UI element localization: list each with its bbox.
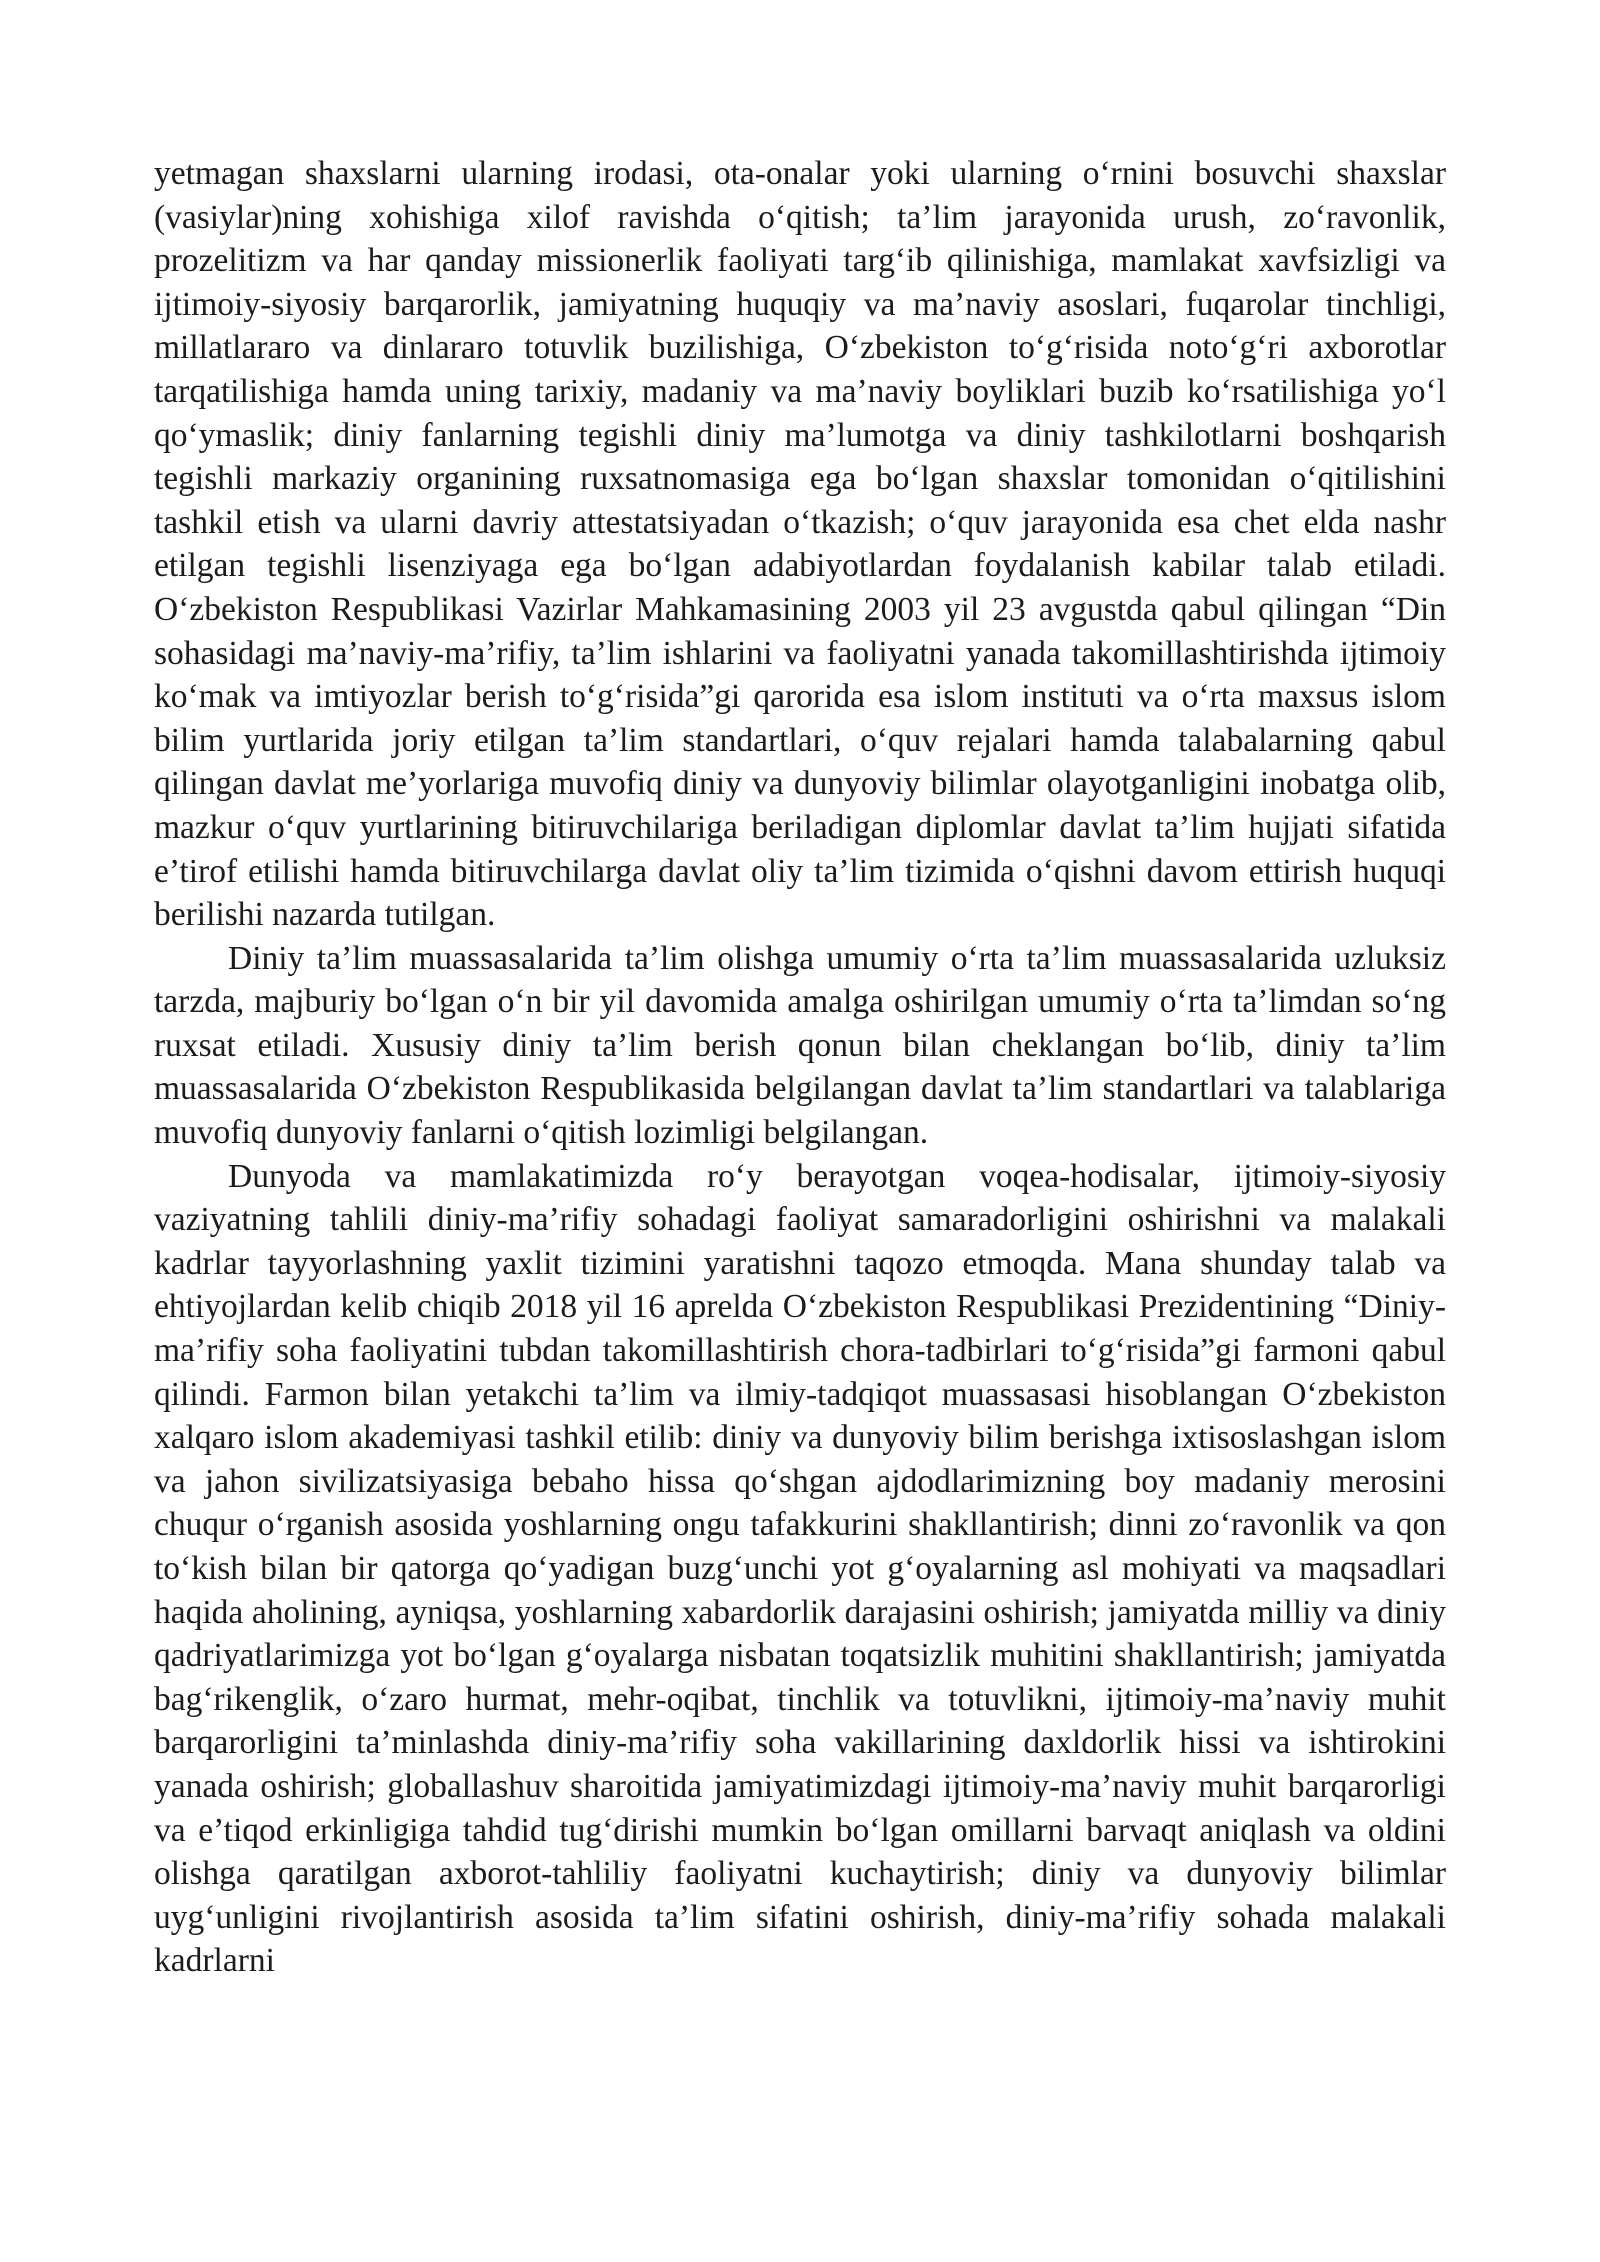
paragraph-1: yetmagan shaxslarni ularning irodasi, ota-onalar yoki ularning o‘rnini bosuvchi shaxslar (vasiylar)ning xohishiga xilof ravishda o‘qitish; ta’lim jarayonida urush, zo‘ravonlik, prozelitizm va har qanday missionerlik faoliyati targ‘ib qilinishiga, mamlakat xavfsizligi va ijtimoiy-siyosiy barqarorlik, jamiyatning huquqiy va ma’naviy asoslari, fuqarolar tinchligi, millatlararo va dinlararo totuvlik buzilishiga, O‘zbekiston to‘g‘risida noto‘g‘ri axborotlar tarqatilishiga hamda uning tarixiy, madaniy va ma’naviy boyliklari buzib ko‘rsatilishiga yo‘l qo‘ymaslik; diniy fanlarning tegishli diniy ma’lumotga va diniy tashkilotlarni boshqarish tegishli markaziy organining ruxsatnomasiga ega bo‘lgan shaxslar tomonidan o‘qitilishini tashkil etish va ularni davriy attestatsiyadan o‘tkazish; o‘quv jarayonida esa chet elda nashr etilgan tegishli lisenziyaga ega bo‘lgan adabiyotlardan foydalanish kabilar talab etiladi. O‘zbekiston Respublikasi Vazirlar Mahkamasining 2003 yil 23 avgustda qabul qilingan “Din sohasidagi ma’naviy-ma’rifiy, ta’lim ishlarini va faoliyatni yanada takomillashtirishda ijtimoiy ko‘mak va imtiyozlar berish to‘g‘risida”gi qarorida esa islom instituti va o‘rta maxsus islom bilim yurtlarida joriy etilgan ta’lim standartlari, o‘quv rejalari hamda talabalarning qabul qilingan davlat me’yorlariga muvofiq diniy va dunyoviy bilimlar olayotganligini inobatga olib, mazkur o‘quv yurtlarining bitiruvchilariga beriladigan diplomlar davlat ta’lim hujjati sifatida e’tirof etilishi hamda bitiruvchilarga davlat oliy ta’lim tizimida o‘qishni davom ettirish huquqi berilishi nazarda tutilgan. xyxy=(154,155,1446,934)
paragraph-2: Diniy ta’lim muassasalarida ta’lim olishga umumiy o‘rta ta’lim muassasalarida uzluksiz tarzda, majburiy bo‘lgan o‘n bir yil davomida amalga oshirilgan umumiy o‘rta ta’limdan so‘ng ruxsat etiladi. Xususiy diniy ta’lim berish qonun bilan cheklangan bo‘lib, diniy ta’lim muassasalarida O‘zbekiston Respublikasida belgilangan davlat ta’lim standartlari va talablariga muvofiq dunyoviy fanlarni o‘qitish lozimligi belgilangan. xyxy=(154,939,1446,1152)
paragraph-3: Dunyoda va mamlakatimizda ro‘y berayotgan voqea-hodisalar, ijtimoiy-siyosiy vaziyatning tahlili diniy-ma’rifiy sohadagi faoliyat samaradorligini oshirishni va malakali kadrlar tayyorlashning yaxlit tizimini yaratishni taqozo etmoqda. Mana shunday talab va ehtiyojlardan kelib chiqib 2018 yil 16 aprelda O‘zbekiston Respublikasi Prezidentining “Diniy-ma’rifiy soha faoliyatini tubdan takomillashtirish chora-tadbirlari to‘g‘risida”gi farmoni qabul qilindi. Farmon bilan yetakchi ta’lim va ilmiy-tadqiqot muassasasi hisoblangan O‘zbekiston xalqaro islom akademiyasi tashkil etilib: diniy va dunyoviy bilim berishga ixtisoslashgan islom va jahon sivilizatsiyasiga bebaho hissa qo‘shgan ajdodlarimizning boy madaniy merosini chuqur o‘rganish asosida yoshlarning ongu tafakkurini shakllantirish; dinni zo‘ravonlik va qon to‘kish bilan bir qatorga qo‘yadigan buzg‘unchi yot g‘oyalarning asl mohiyati va maqsadlari haqida aholining, ayniqsa, yoshlarning xabardorlik darajasini oshirish; jamiyatda milliy va diniy qadriyatlarimizga yot bo‘lgan g‘oyalarga nisbatan toqatsizlik muhitini shakllantirish; jamiyatda bag‘rikenglik, o‘zaro hurmat, mehr-oqibat, tinchlik va totuvlikni, ijtimoiy-ma’naviy muhit barqarorligini ta’minlashda diniy-ma’rifiy soha vakillarining daxldorlik hissi va ishtirokini yanada oshirish; globallashuv sharoitida jamiyatimizdagi ijtimoiy-ma’naviy muhit barqarorligi va e’tiqod erkinligiga tahdid tug‘dirishi mumkin bo‘lgan omillarni barvaqt aniqlash va oldini olishga qaratilgan axborot-tahliliy faoliyatni kuchaytirish; diniy va dunyoviy bilimlar uyg‘unligini rivojlantirish asosida ta’lim sifatini oshirish, diniy-ma’rifiy sohada malakali kadrlarni xyxy=(154,1157,1446,1980)
